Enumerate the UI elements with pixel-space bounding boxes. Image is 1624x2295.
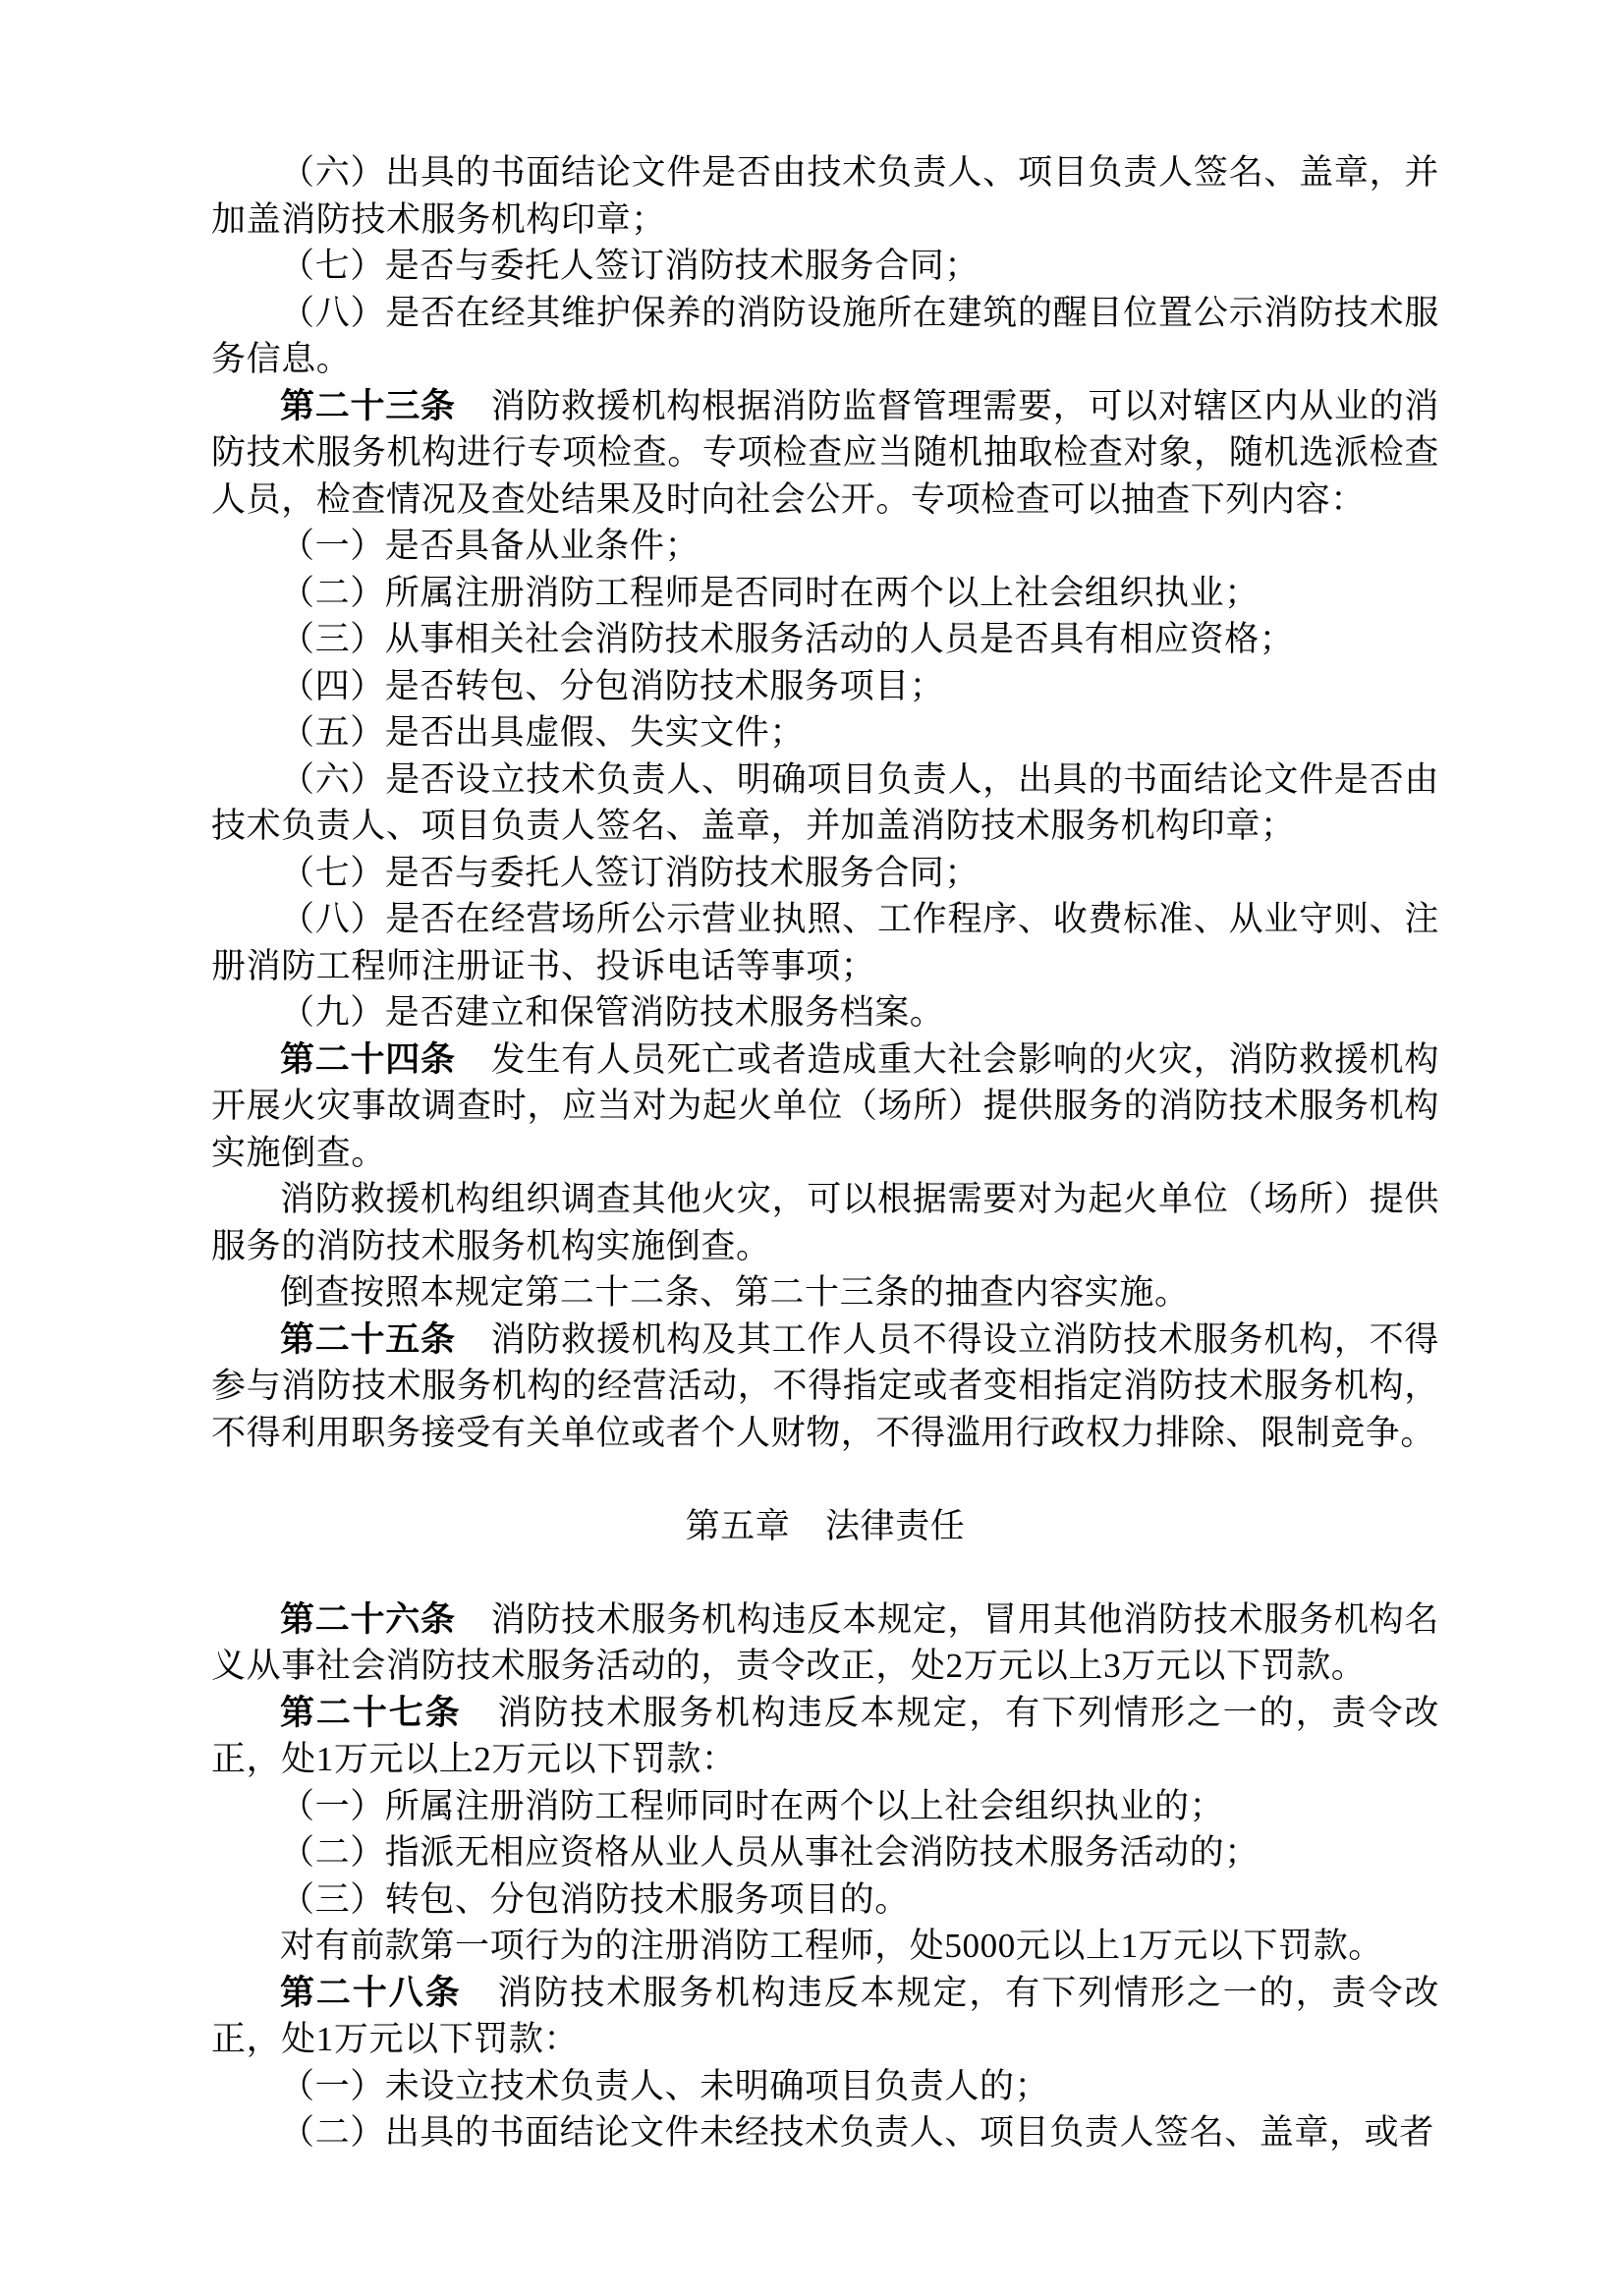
paragraph	[211, 1690, 1439, 1783]
paragraph-text: （三）转包、分包消防技术服务项目的。	[280, 1879, 910, 1919]
paragraph-text: 消防救援机构组织调查其他火灾，可以根据需要对为起火单位（场所）提供服务的消防技术服务机构实施倒查。	[211, 1180, 1439, 1265]
paragraph-text: （八）是否在经其维护保养的消防设施所在建筑的醒目位置公示消防技术服务信息。	[211, 293, 1439, 378]
paragraph	[211, 383, 1439, 524]
paragraph-text: 发生有人员死亡或者造成重大社会影响的火灾，消防救援机构开展火灾事故调查时，应当对为起火单位（场所）提供服务的消防技术服务机构实施倒查。	[211, 1039, 1439, 1172]
paragraph	[211, 1923, 1439, 1970]
paragraph	[211, 663, 1439, 710]
paragraph	[211, 896, 1439, 989]
paragraph-text: （三）从事相关社会消防技术服务活动的人员是否具有相应资格；	[280, 620, 1295, 658]
paragraph	[211, 989, 1439, 1036]
paragraph	[211, 149, 1439, 243]
paragraph-text: （一）未设立技术负责人、未明确项目负责人的；	[280, 2066, 1050, 2105]
paragraph-text: （六）出具的书面结论文件是否由技术负责人、项目负责人签名、盖章，并加盖消防技术服务机构印章；	[211, 153, 1439, 239]
paragraph-text: 消防救援机构及其工作人员不得设立消防技术服务机构，不得参与消防技术服务机构的经营活动，不得指定或者变相指定消防技术服务机构，不得利用职务接受有关单位或者个人财物，不得滥用行政权力排除、限制竞争。	[211, 1319, 1439, 1452]
paragraph	[211, 1316, 1439, 1457]
paragraph-text: （一）所属注册消防工程师同时在两个以上社会组织执业的；	[280, 1786, 1225, 1825]
paragraph	[211, 1876, 1439, 1924]
paragraph-text: 消防技术服务机构违反本规定，冒用其他消防技术服务机构名义从事社会消防技术服务活动的，责令改正，处2万元以上3万元以下罚款。	[211, 1599, 1439, 1685]
paragraph	[211, 1036, 1439, 1177]
paragraph-text: 消防技术服务机构违反本规定，有下列情形之一的，责令改正，处1万元以下罚款：	[211, 1973, 1439, 2058]
paragraph-text: （七）是否与委托人签订消防技术服务合同；	[280, 247, 980, 285]
paragraph	[211, 290, 1439, 383]
paragraph-text: 倒查按照本规定第二十二条、第二十三条的抽查内容实施。	[280, 1273, 1190, 1312]
paragraph-text: （四）是否转包、分包消防技术服务项目；	[280, 666, 945, 705]
paragraph-text: （六）是否设立技术负责人、明确项目负责人，出具的书面结论文件是否由技术负责人、项目负责人签名、盖章，并加盖消防技术服务机构印章；	[211, 759, 1439, 845]
paragraph	[211, 1176, 1439, 1269]
paragraph	[211, 1829, 1439, 1876]
paragraph	[211, 1783, 1439, 1830]
paragraph	[211, 2109, 1439, 2156]
paragraph	[211, 523, 1439, 570]
paragraph	[211, 850, 1439, 897]
paragraph-text: （九）是否建立和保管消防技术服务档案。	[280, 993, 945, 1032]
paragraph	[211, 1269, 1439, 1316]
document-body	[211, 149, 1439, 2156]
paragraph-text: （一）是否具备从业条件；	[280, 527, 700, 565]
paragraph	[211, 616, 1439, 663]
paragraph-text: （二）出具的书面结论文件未经技术负责人、项目负责人签名、盖章，或者	[280, 2113, 1434, 2152]
paragraph-text: （八）是否在经营场所公示营业执照、工作程序、收费标准、从业守则、注册消防工程师注册证书、投诉电话等事项；	[211, 900, 1439, 985]
paragraph-text: 第五章 法律责任	[685, 1506, 966, 1545]
paragraph	[211, 1596, 1439, 1690]
paragraph	[211, 2063, 1439, 2110]
article-number: 第二十三条	[280, 386, 456, 425]
paragraph	[211, 1970, 1439, 2063]
article-number: 第二十八条	[280, 1973, 462, 2012]
article-number: 第二十七条	[280, 1693, 462, 1732]
paragraph-text: （二）所属注册消防工程师是否同时在两个以上社会组织执业；	[280, 573, 1260, 612]
paragraph	[211, 756, 1439, 850]
article-number: 第二十五条	[280, 1319, 456, 1359]
paragraph	[211, 243, 1439, 290]
paragraph-text: 对有前款第一项行为的注册消防工程师，处5000元以上1万元以下罚款。	[280, 1927, 1383, 1965]
paragraph-text: （二）指派无相应资格从业人员从事社会消防技术服务活动的；	[280, 1833, 1260, 1872]
article-number: 第二十四条	[280, 1039, 456, 1079]
paragraph-text: （七）是否与委托人签订消防技术服务合同；	[280, 853, 980, 892]
paragraph	[211, 570, 1439, 617]
paragraph-text: （五）是否出具虚假、失实文件；	[280, 713, 806, 752]
chapter-heading	[211, 1503, 1439, 1550]
paragraph	[211, 709, 1439, 756]
paragraph-text: 消防技术服务机构违反本规定，有下列情形之一的，责令改正，处1万元以上2万元以下罚款：	[211, 1693, 1439, 1778]
article-number: 第二十六条	[280, 1599, 456, 1639]
paragraph-text: 消防救援机构根据消防监督管理需要，可以对辖区内从业的消防技术服务机构进行专项检查。专项检查应当随机抽取检查对象，随机选派检查人员，检查情况及查处结果及时向社会公开。专项检查可以抽查下列内容：	[211, 386, 1439, 519]
